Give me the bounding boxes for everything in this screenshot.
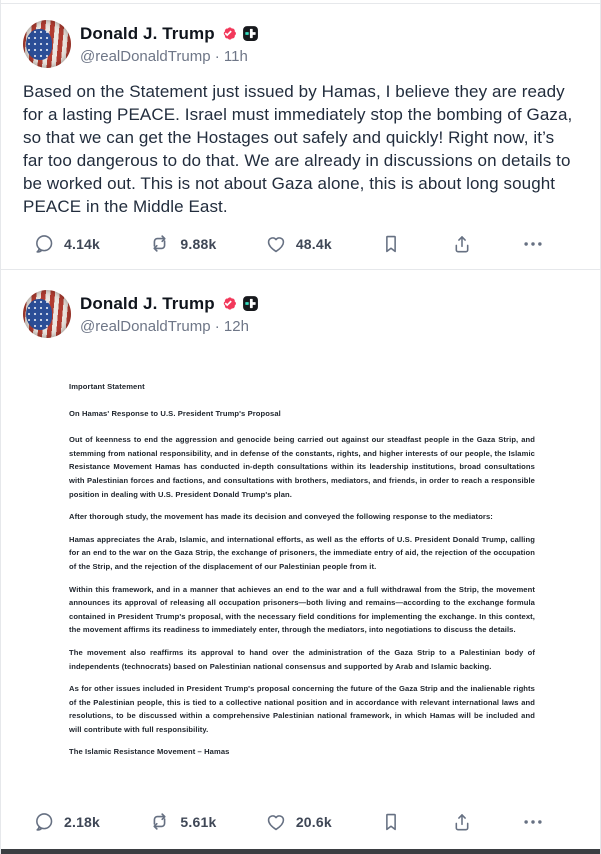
share-icon [451, 811, 473, 833]
like-count: 48.4k [295, 235, 332, 252]
more-button[interactable] [521, 811, 545, 833]
verified-icon [220, 25, 237, 42]
heart-icon [265, 811, 287, 833]
author-block [80, 294, 259, 335]
document-text [23, 346, 578, 804]
document-paragraph: Hamas appreciates the Arab, Islamic, and international efforts, as well as the efforts of U.S. President Donald Trump, calling for an end to the war on the Gaza Strip, the exchange of prisoners, the immediate entry of aid, the rejection of the occupation of the Strip, and the rejection of the displacement of our Palestinian people from it. [69, 534, 535, 571]
document-image[interactable] [23, 346, 578, 804]
reply-icon [33, 233, 55, 255]
reply-count: 2.18k [64, 813, 101, 830]
author-block [80, 24, 259, 65]
repost-button[interactable] [148, 810, 216, 833]
engagement-bar [23, 226, 578, 261]
truth-plus-icon [242, 295, 259, 312]
post-card [1, 269, 600, 854]
like-button[interactable] [265, 233, 332, 255]
post-handle-time[interactable]: @realDonaldTrump · 12h [80, 317, 249, 335]
repost-count: 5.61k [180, 813, 217, 830]
verified-icon [220, 295, 237, 312]
truth-plus-icon [242, 25, 259, 42]
repost-icon [148, 810, 171, 833]
engagement-bar [23, 804, 578, 839]
document-paragraph: On Hamas' Response to U.S. President Trump's Proposal [69, 408, 281, 418]
reply-count: 4.14k [64, 235, 101, 252]
share-icon [451, 233, 473, 255]
document-paragraph: The Islamic Resistance Movement – Hamas [69, 747, 230, 757]
heart-icon [265, 233, 287, 255]
post-body: Based on the Statement just issued by Hamas, I believe they are ready for a lasting PEACE. Israel must immediately stop the bombing of Gaza, so that we can get the Hostages out safely and quickly! Right now, it’s far too dangerous to do that. We are already in discussions on details to be worked out. This is not about Gaza alone, this is about long sought PEACE in the Middle East. [23, 82, 573, 216]
avatar[interactable] [23, 20, 71, 68]
repost-icon [148, 232, 171, 255]
share-button[interactable] [451, 233, 473, 255]
share-button[interactable] [451, 811, 473, 833]
document-paragraph: Important Statement [69, 382, 145, 391]
document-paragraph: Within this framework, and in a manner that achieves an end to the war and a full withdrawal from the Strip, the movement announces its approval of releasing all occupation prisoners—both living and remains—according to the exchange formula contained in President Trump's proposal, with the necessary field conditions for implementing the exchange. In this context, the movement affirms its readiness to immediately enter, through the mediators, into negotiations to discuss the details. [69, 584, 535, 635]
avatar[interactable] [23, 290, 71, 338]
reply-icon [33, 811, 55, 833]
post-author-name[interactable]: Donald J. Trump [80, 23, 215, 43]
post-handle-time[interactable]: @realDonaldTrump · 11h [80, 47, 248, 65]
post-header [23, 20, 578, 68]
like-count: 20.6k [295, 813, 332, 830]
more-icon [521, 233, 545, 255]
post-header [23, 290, 578, 338]
reply-button[interactable] [33, 233, 100, 255]
more-button[interactable] [521, 233, 545, 255]
bookmark-icon [380, 811, 402, 833]
document-paragraph: After thorough study, the movement has made its decision and conveyed the following response to the mediators: [69, 512, 493, 522]
bookmark-button[interactable] [380, 811, 402, 833]
document-paragraph: The movement also reaffirms its approval to hand over the administration of the Gaza Strip to a Palestinian body of independents (technocrats) based on Palestinian national consensus and supported by Arab and Islamic backing. [69, 647, 535, 671]
repost-count: 9.88k [180, 235, 217, 252]
like-button[interactable] [265, 811, 332, 833]
post-card [1, 3, 600, 269]
reply-button[interactable] [33, 811, 100, 833]
document-paragraph: Out of keenness to end the aggression and genocide being carried out against our steadfast people in the Gaza Strip, and stemming from national responsibility, and in defense of the constants, rights, and higher interests of our people, the Islamic Resistance Movement Hamas has conducted in-depth consultations within its leadership institutions, broad consultations with Palestinian forces and factions, and consultations with brothers, mediators, and friends, in order to reach a responsible position in dealing with U.S. President Donald Trump's plan. [69, 435, 535, 499]
bookmark-button[interactable] [380, 233, 402, 255]
bottom-bar [1, 849, 600, 854]
document-paragraph: As for other issues included in President Trump's proposal concerning the future of the Gaza Strip and the inalienable rights of the Palestinian people, this is tied to a collective national position and in accordance with relevant international laws and resolutions, to be discussed within a comprehensive Palestinian national framework, in which Hamas will be included and will contribute with full responsibility. [69, 684, 535, 734]
repost-button[interactable] [148, 232, 216, 255]
bookmark-icon [380, 233, 402, 255]
post-author-name[interactable]: Donald J. Trump [80, 293, 215, 313]
more-icon [521, 811, 545, 833]
